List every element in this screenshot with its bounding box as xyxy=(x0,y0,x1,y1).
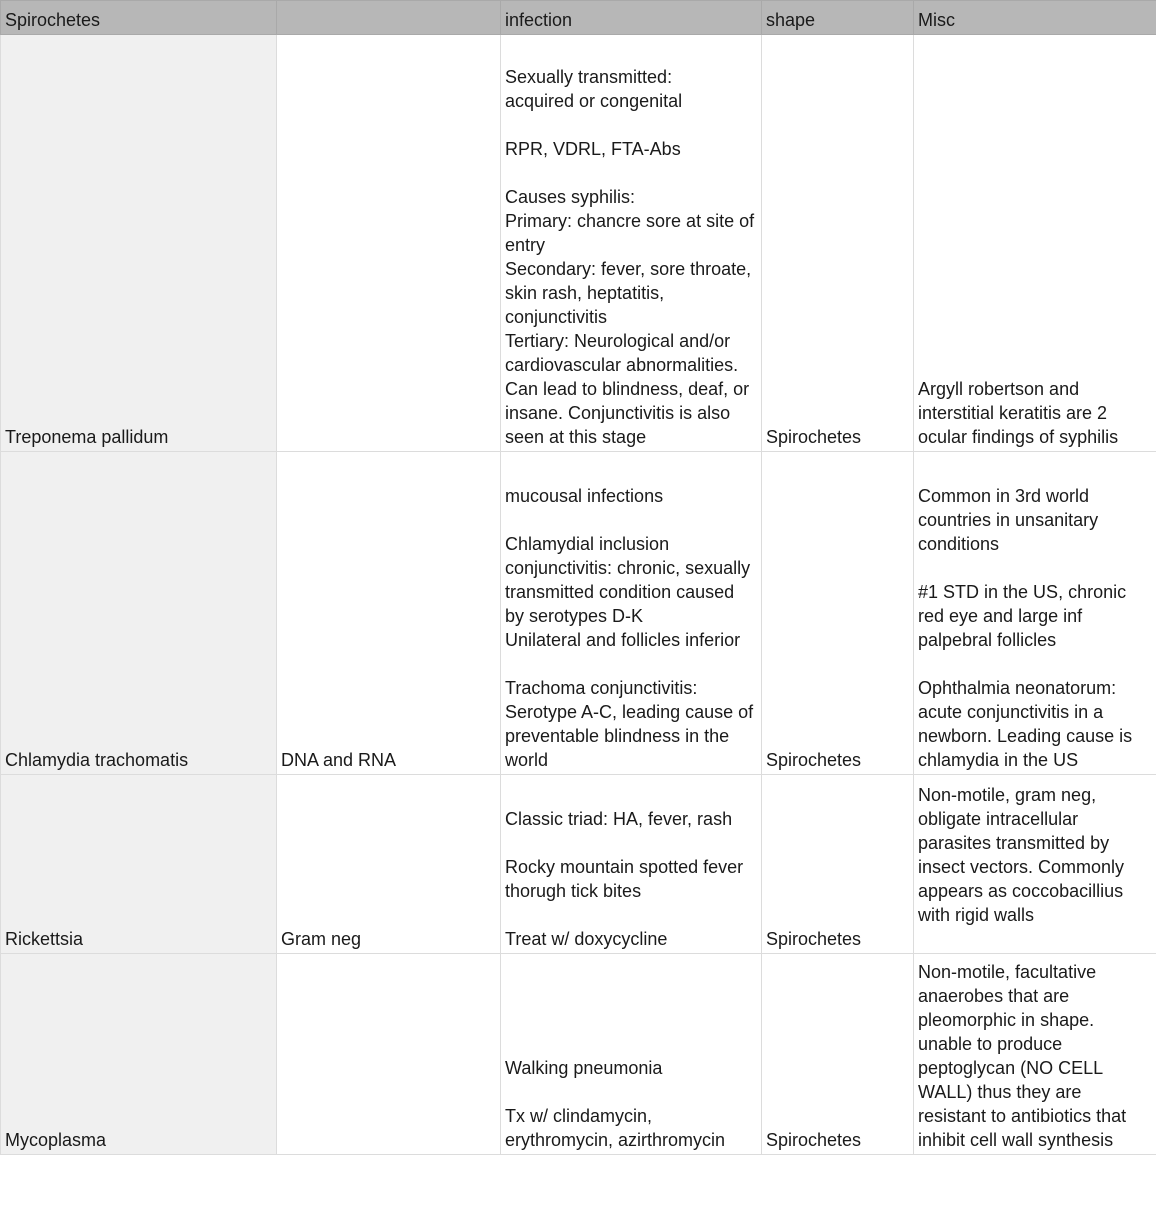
table-row xyxy=(1,954,1156,1155)
cell-organism-name[interactable]: Chlamydia trachomatis xyxy=(1,452,277,775)
cell-infection[interactable]: Walking pneumonia Tx w/ clindamycin, erythromycin, azirthromycin xyxy=(501,954,762,1155)
table-row xyxy=(1,452,1156,775)
cell-misc[interactable]: Non-motile, gram neg, obligate intracellular parasites transmitted by insect vectors. Commonly appears as coccobacillius with rigid walls xyxy=(914,775,1156,954)
cell-misc[interactable]: Common in 3rd world countries in unsanitary conditions #1 STD in the US, chronic red eye and large inf palpebral follicles Ophthalmia neonatorum: acute conjunctivitis in a newborn. Leading cause is chlamydia in the US xyxy=(914,452,1156,775)
header-cell-misc[interactable]: Misc xyxy=(914,1,1156,35)
header-row xyxy=(1,1,1156,35)
cell-type[interactable]: Gram neg xyxy=(277,775,501,954)
cell-shape[interactable]: Spirochetes xyxy=(762,954,914,1155)
cell-infection[interactable]: mucousal infections Chlamydial inclusion conjunctivitis: chronic, sexually transmitted condition caused by serotypes D-K Unilateral and follicles inferior Trachoma conjunctivitis: Serotype A-C, leading cause of preventable blindness in the world xyxy=(501,452,762,775)
cell-misc[interactable]: Non-motile, facultative anaerobes that are pleomorphic in shape. unable to produce peptoglycan (NO CELL WALL) thus they are resistant to antibiotics that inhibit cell wall synthesis xyxy=(914,954,1156,1155)
header-cell-infection[interactable]: infection xyxy=(501,1,762,35)
cell-organism-name[interactable]: Mycoplasma xyxy=(1,954,277,1155)
header-cell-shape[interactable]: shape xyxy=(762,1,914,35)
cell-shape[interactable]: Spirochetes xyxy=(762,452,914,775)
cell-organism-name[interactable]: Treponema pallidum xyxy=(1,35,277,452)
header-cell-organism[interactable]: Spirochetes xyxy=(1,1,277,35)
cell-type[interactable] xyxy=(277,954,501,1155)
cell-infection[interactable]: Sexually transmitted: acquired or congenital RPR, VDRL, FTA-Abs Causes syphilis: Primary: chancre sore at site of entry Secondary: fever, sore throate, skin rash, heptatitis, conjunctivitis Tertiary: Neurological and/or cardiovascular abnormalities. Can lead to blindness, deaf, or insane. Conjunctivitis is also seen at this stage xyxy=(501,35,762,452)
header-cell-type[interactable] xyxy=(277,1,501,35)
cell-shape[interactable]: Spirochetes xyxy=(762,35,914,452)
table-row xyxy=(1,35,1156,452)
cell-shape[interactable]: Spirochetes xyxy=(762,775,914,954)
cell-misc[interactable]: Argyll robertson and interstitial keratitis are 2 ocular findings of syphilis xyxy=(914,35,1156,452)
cell-type[interactable] xyxy=(277,35,501,452)
cell-organism-name[interactable]: Rickettsia xyxy=(1,775,277,954)
table-row xyxy=(1,775,1156,954)
cell-infection[interactable]: Classic triad: HA, fever, rash Rocky mountain spotted fever thorugh tick bites Treat w/ doxycycline xyxy=(501,775,762,954)
cell-type[interactable]: DNA and RNA xyxy=(277,452,501,775)
